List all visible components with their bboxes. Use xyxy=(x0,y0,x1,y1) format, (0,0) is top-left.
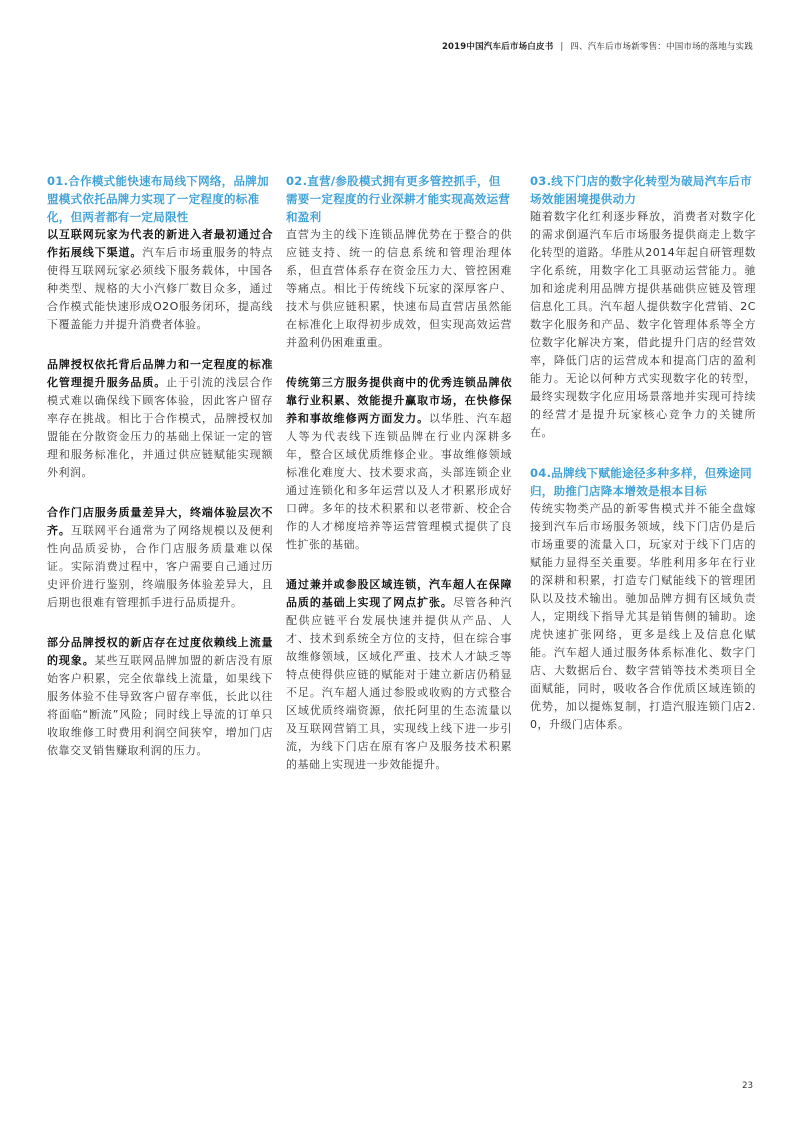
section-online-traffic xyxy=(47,634,273,760)
page-header xyxy=(442,40,753,52)
paragraph-text: 互联网平台通常为了网络规模以及便利性向品质妥协，合作门店服务质量难以保证。实际消费过程中，客户需要自己通过历史评价进行鉴别，终端服务体验差异大，且后期也很难有管理抓手进行品质提升。 xyxy=(47,524,274,609)
paragraph xyxy=(47,226,273,334)
paragraph xyxy=(47,356,273,482)
section-02 xyxy=(286,172,512,352)
paragraph-lead: 传统第三方服务提供商中的优秀连锁品牌依靠行业积累、效能提升赢取市场，在快修保养和事故维修两方面发力。 xyxy=(286,376,512,425)
section-third-party xyxy=(286,374,512,554)
paragraph-text: 随着数字化红利逐步释放，消费者对数字化的需求倒逼汽车后市场服务提供商走上数字化转型的道路。华胜从2014年起自研管理数字化系统，用数字化工具驱动运营能力。驰加和途虎利用品牌方提供基础供应链及管理信息化工具。汽车超人提供数字化营销、2C数字化服务和产品、数字化管理体系等全方位数字化解决方案，借此提升门店的经营效率，降低门店的运营成本和提高门店的盈利能力。无论以何种方式实现数字化的转型，最终实现数字化应用场景落地并实现可持续的经营才是提升玩家核心竞争力的关键所在。 xyxy=(530,210,756,439)
paragraph xyxy=(286,226,512,352)
section-heading: 01.合作模式能快速布局线下网络，品牌加盟模式依托品牌力实现了一定程度的标准化，但两者都有一定局限性 xyxy=(47,174,269,224)
paragraph-lead: 以互联网玩家为代表的新进入者最初通过合作拓展线下渠道。 xyxy=(47,228,273,259)
header-separator: | xyxy=(560,42,564,52)
paragraph-text: 以华胜、汽车超人等为代表线下连锁品牌在行业内深耕多年，整合区域优质维修企业。事故维修领域标准化难度大、技术要求高，头部连锁企业通过连锁化和多年运营以及人才积累形成好口碑。多年的技术积累和以老带新、校企合作的人才梯度培养等运营管理模式提供了良性扩张的基础。 xyxy=(286,412,512,551)
paragraph-text: 传统实物类产品的新零售模式并不能全盘嫁接到汽车后市场服务领域，线下门店仍是后市场重要的流量入口，玩家对于线下门店的赋能力显得至关重要。华胜利用多年在行业的深耕和积累，打造专门赋能线下的管理团队以及技术输出。驰加品牌方拥有区域负责人，定期线下指导尤其是销售侧的辅助。途虎快速扩张网络，更多是线上及信息化赋能。汽车超人通过服务体系标准化、数字门店、大数据后台、数字营销等技术类项目全面赋能，同时，吸收各合作优质区域连锁的优势，加以提炼复制，打造汽服连锁门店2.0，升级门店体系。 xyxy=(530,502,756,731)
paragraph xyxy=(47,504,273,612)
column-3 xyxy=(530,172,756,756)
paragraph xyxy=(286,576,512,774)
paragraph-lead: 品牌授权依托背后品牌力和一定程度的标准化管理提升服务品质。 xyxy=(47,358,273,389)
section-04 xyxy=(530,464,756,734)
column-2 xyxy=(286,172,512,796)
section-01 xyxy=(47,172,273,334)
paragraph-lead: 合作门店服务质量差异大，终端体验层次不齐。 xyxy=(47,506,273,537)
section-heading: 02.直营/参股模式拥有更多管控抓手，但需要一定程度的行业深耕才能实现高效运营和盈利 xyxy=(286,174,511,224)
paragraph xyxy=(47,634,273,760)
paragraph xyxy=(530,208,756,442)
header-title: 2019中国汽车后市场白皮书 xyxy=(441,42,554,52)
paragraph xyxy=(530,500,756,734)
section-heading: 04.品牌线下赋能途径多种多样，但殊途同归，助推门店降本增效是根本目标 xyxy=(530,466,752,498)
column-1 xyxy=(47,172,273,782)
paragraph-text: 汽车后市场重服务的特点使得互联网玩家必须线下服务载体，中国各种类型、规格的大小汽修厂数目众多，通过合作模式能快速形成O2O服务闭环，提高线下覆盖能力并提升消费者体验。 xyxy=(47,246,274,331)
paragraph-lead: 通过兼并或参股区域连锁，汽车超人在保障品质的基础上实现了网点扩张。 xyxy=(286,578,512,609)
header-section: 四、汽车后市场新零售：中国市场的落地与实践 xyxy=(570,42,753,52)
paragraph xyxy=(286,374,512,554)
section-mergers xyxy=(286,576,512,774)
paragraph-text: 某些互联网品牌加盟的新店没有原始客户积累，完全依靠线上流量，如果线下服务体验不佳导致客户留存率低，长此以往将面临“断流”风险；同时线上导流的订单只收取维修工时费用利润空间狭窄，增加门店依靠交叉销售赚取利润的压力。 xyxy=(47,654,274,757)
paragraph-lead: 部分品牌授权的新店存在过度依赖线上流量的现象。 xyxy=(47,636,273,667)
section-heading: 03.线下门店的数字化转型为破局汽车后市场效能困境提供动力 xyxy=(530,174,752,206)
paragraph-text: 止于引流的浅层合作模式难以确保线下顾客体验，因此客户留存率存在挑战。相比于合作模式，品牌授权加盟能在分散资金压力的基础上保证一定的管理和服务标准化，并通过供应链赋能实现额外利润。 xyxy=(47,376,274,479)
section-brand-authorization xyxy=(47,356,273,482)
section-03 xyxy=(530,172,756,442)
paragraph-text: 尽管各种汽配供应链平台发展快速并提供从产品、人才、技术到系统全方位的支持，但在综合事故维修领域，区域化严重、技术人才缺乏等特点使得供应链的赋能对于建立新店仍稍显不足。汽车超人通过参股或收购的方式整合区域优质终端资源，依托阿里的生态流量以及互联网营销工具，实现线上线下进一步引流，为线下门店在原有客户及服务技术积累的基础上实现进一步效能提升。 xyxy=(286,596,513,771)
paragraph-text: 直营为主的线下连锁品牌优势在于整合的供应链支持、统一的信息系统和管理治理体系，但直营体系存在资金压力大、管控困难等痛点。相比于传统线下玩家的深厚客户、技术与供应链积累，快速布局直营店虽然能在标准化上取得初步成效，但实现高效运营并盈利仍困难重重。 xyxy=(286,228,512,349)
section-partner-quality xyxy=(47,504,273,612)
page-number: 23 xyxy=(742,1081,753,1091)
